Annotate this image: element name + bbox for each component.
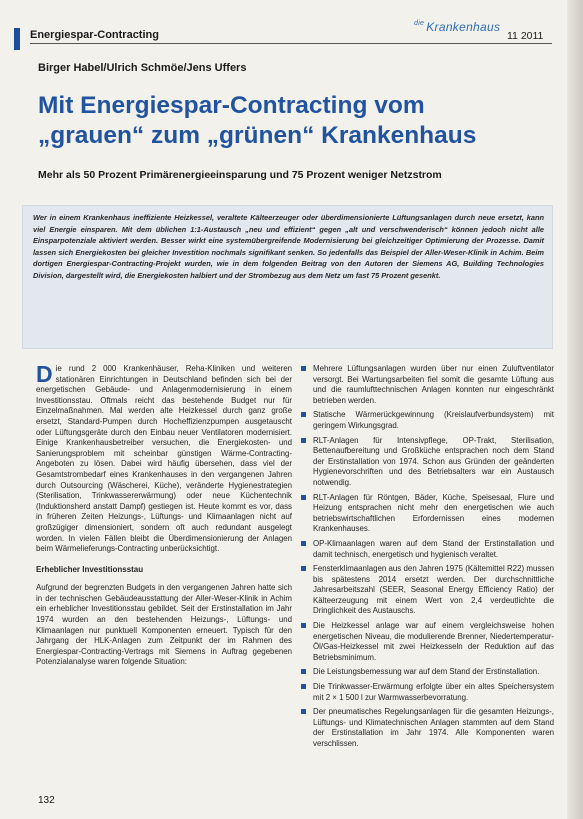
section-color-bar (14, 28, 20, 50)
header-rule (30, 43, 552, 44)
square-bullet-icon (301, 412, 306, 417)
article-authors: Birger Habel/Ulrich Schmöe/Jens Uffers (38, 62, 247, 74)
intro-text: Wer in einem Krankenhaus ineffiziente Heizkessel, veraltete Kälteerzeuger oder überdimensionierte Lüftungsanlagen durch neue ersetzt, kann viel Energie einsparen. Mit dem üblichen 1:1-Austausch „neu und effizient“ gegen „alt und verschwenderisch“ können jedoch nicht alle Einsparpotenziale aktiviert werden. Besser wirkt eine systemübergreifende Modernisierung bei gleichzeitiger Optimierung der Prozesse. Damit lassen sich Energiekosten bei gleicher Investition nochmals signifikant senken. So jedenfalls das Beispiel der Aller-Weser-Klinik in Achim. Beim dortigen Energiespar-Contracting-Projekt wurden, wie in dem folgenden Beitrag von den Autoren der Siemens AG, Building Technologies Division, dargestellt wird, die Energiekosten halbiert und der Strombezug aus dem Netz um fast 75 Prozent gesenkt. (33, 213, 544, 280)
magazine-logo-prefix: die (414, 20, 425, 27)
headline-line-1: Mit Energiespar-Contracting vom (38, 92, 425, 119)
bullet-text: Fensterklimaanlagen aus den Jahren 1975 (Kältemittel R22) mussen bis spätestens 2014 ersetzt werden. Der durchschnittliche Jahresarbeitszahl (SEER, Seasonal Energy Efficiency Ratio) der Kälteerzeugung mit einem Wert von 2,4 verdeutlichte die Dringlichkeit des Austauschs. (313, 564, 554, 616)
issue-number: 11 2011 (507, 30, 544, 42)
square-bullet-icon (301, 495, 306, 500)
body-paragraph-1 (36, 364, 292, 555)
article-headline (38, 91, 558, 151)
body-paragraph-2: Aufgrund der begrenzten Budgets in den vergangenen Jahren hatte sich in der technischen Gebäudeausstattung der Aller-Weser-Klinik in Achim ein erheblicher Investitionsstau gebildet. Seit der Erstinstallation im Jahr 1974 wurden an den bestehenden Heizungs-, Lüftungs- und Klimaanlagen nur punktuell Komponenten erneuert. Typisch für den Jahrgang der HLK-Anlagen zum Zeitpunkt der im Rahmen des Energiespar-Contracting-Vertrags mit Siemens in Auftrag gegebenen Potenzialanalyse waren folgende Situation: (36, 583, 292, 667)
bullet-item (301, 539, 554, 560)
bullet-item (301, 364, 554, 406)
square-bullet-icon (301, 684, 306, 689)
square-bullet-icon (301, 709, 306, 714)
square-bullet-icon (301, 669, 306, 674)
magazine-logo-name: Krankenhaus (426, 20, 501, 34)
square-bullet-icon (301, 623, 306, 628)
article-subtitle: Mehr als 50 Prozent Primärenergieeinsparung und 75 Prozent weniger Netzstrom (38, 169, 442, 181)
bullet-text: Die Heizkessel anlage war auf einem vergleichsweise hohen energetischen Niveau, die modulierende Brenner, Niedertemperatur-Öl/Gas-Heizkessel mit zwei Heizkesseln der Reduktion auf das Betriebsminimum. (313, 621, 554, 662)
bullet-item (301, 564, 554, 617)
bullet-text: RLT-Anlagen für Intensivpflege, OP-Trakt, Sterilisation, Bettenaufbereitung und Großküche entsprachen noch dem Stand der Erstinstallation von 1974. Schon aus Gründen der geänderten Hygienevorschriften und des Betriebsalters war ein Austausch notwendig. (313, 435, 554, 487)
body-paragraph-1-text: ie rund 2 000 Krankenhäuser, Reha-Kliniken und weiteren stationären Einrichtungen in Deutschland befinden sich bei der energetischen Gebäude- und Anlagenmodernisierung in einem Investitionsstau. Oftmals reicht das bestehende Budget nur für Einzelmaßnahmen. Mal werden alte Heizkessel durch ganz große ersetzt, Standard-Pumpen durch Hocheffizienzpumpen ausgetauscht oder Lüftungsgeräte durch den Einbau neuer Ventilatoren modernisiert. Einige Krankenhausbetreiber versuchen, die Energiekosten- und Sanierungsproblem mit scheinbar günstigen Wärme-Contracting-Angeboten zu lösen. Dabei wird häufig übersehen, dass viel der Gesamtstrombedarf eines Krankenhauses in den vergangenen Jahren durch Outsourcing (Wäscherei, Küche), veränderte Hygienestrategien (Sterilisation, Trinkwassererwärmung) oder neue Küchentechnik (Induktionsherd anstatt Dampf) gestiegen ist. Heute kommt es vor, dass in früheren Zeiten Heizungs-, Lüftungs- und Klimaanlagen nicht auf großzügiger dimensioniert, sondern oft auch redundant ausgelegt worden. In vielen Fällen bleibt die Überdimensionierung der Anlagen beim Wärmelieferungs-Contracting unberücksichtigt. (36, 364, 292, 554)
text-column-left (36, 364, 292, 794)
text-column-right-bullet-list (301, 364, 554, 809)
bullet-text: Die Leistungsbemessung war auf dem Stand der Erstinstallation. (313, 667, 540, 677)
page-number: 132 (38, 795, 55, 806)
magazine-logo (414, 20, 500, 34)
bullet-item (301, 410, 554, 431)
bullet-text: RLT-Anlagen für Röntgen, Bäder, Küche, Speisesaal, Flure und Heizung entsprachen nicht mehr den energetischen wie auch betriebswirtschaftlichen Erfordernissen eines modernen Krankenhauses. (313, 492, 554, 534)
bullet-text: Die Trinkwasser-Erwärmung erfolgte über ein altes Speichersystem mit 2 × 1 500 l zur Warmwasserbevorratung. (313, 682, 554, 702)
bullet-item (301, 436, 554, 489)
bullet-text: OP-Klimaanlagen waren auf dem Stand der Erstinstallation und damit technisch, energetisch und hygienisch veraltet. (313, 538, 554, 559)
intro-box (22, 205, 553, 349)
square-bullet-icon (301, 438, 306, 443)
section-title: Energiespar-Contracting (30, 29, 159, 41)
bullet-item (301, 707, 554, 749)
bullet-item (301, 682, 554, 703)
page-spine-shadow (567, 0, 583, 819)
headline-line-2: „grauen“ zum „grünen“ Krankenhaus (38, 122, 477, 149)
drop-cap: D (36, 364, 53, 387)
bullet-text: Statische Wärmerückgewinnung (Kreislaufverbundsystem) mit geringem Wirkungsgrad. (313, 410, 554, 430)
bullet-text: Mehrere Lüftungsanlagen wurden über nur einen Zuluftventilator versorgt. Bei Wartungsarbeiten fiel somit die gesamte Lüftung aus und die raumlufttechnischen Anlagen konnten nur eingeschränkt betrieben werden. (313, 364, 554, 405)
square-bullet-icon (301, 366, 306, 371)
bullet-item (301, 493, 554, 535)
bullet-item (301, 621, 554, 663)
subheading: Erheblicher Investitionsstau (36, 564, 144, 574)
bullet-text: Der pneumatisches Regelungsanlagen für die gesamten Heizungs-, Lüftungs- und Klimatechnischen Anlagen stammten auf dem Stand der Erstinstallation im Jahr 1974. Alle Komponenten waren verschlissen. (313, 707, 554, 748)
bullet-item (301, 667, 554, 678)
square-bullet-icon (301, 541, 306, 546)
square-bullet-icon (301, 566, 306, 571)
